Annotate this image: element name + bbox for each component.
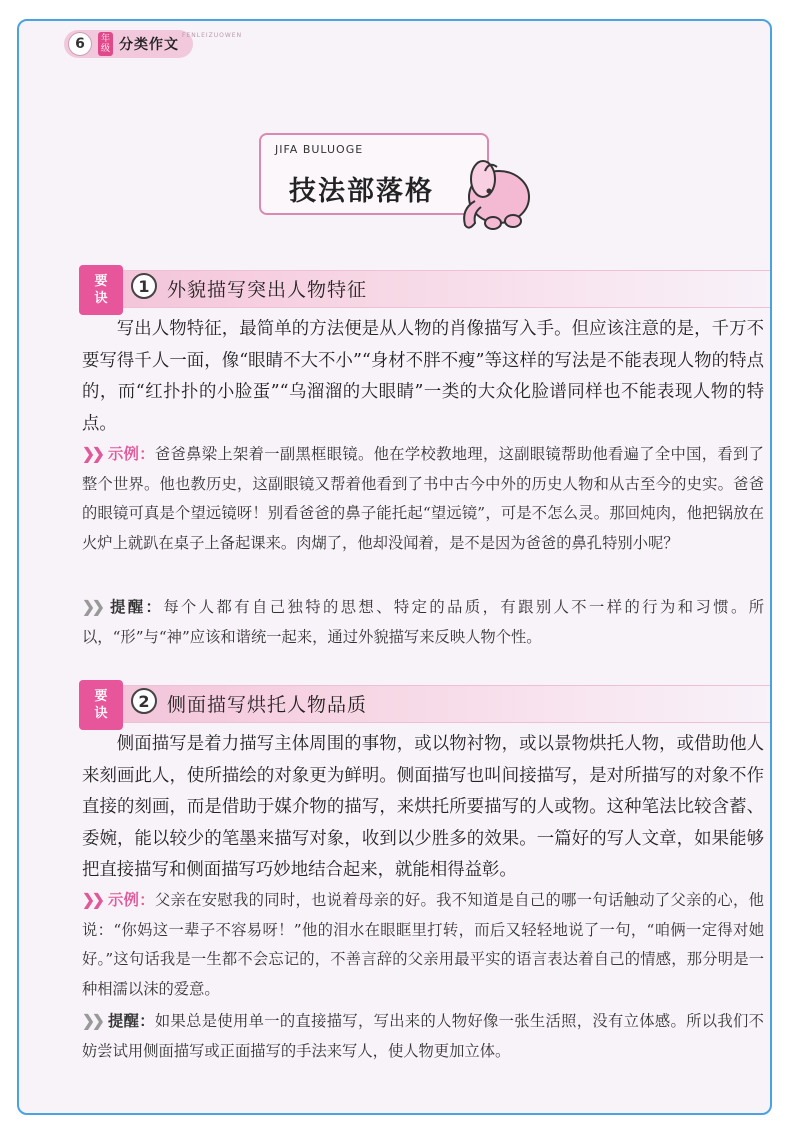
section-1-tag [79,265,123,315]
tag-char: 诀 [94,291,108,306]
tip-label: 提醒： [107,1012,155,1030]
section-2-example [82,886,764,1004]
section-1-example [82,440,764,558]
section-2-title: 侧面描写烘托人物品质 [167,694,368,716]
tag-char: 要 [94,274,108,289]
grade-number: 6 [68,32,92,56]
example-text: 父亲在安慰我的同时，也说着母亲的好。我不知道是自己的哪一句话触动了父亲的心，他说：“你妈这一辈子不容易呀！”他的泪水在眼眶里打转，而后又轻轻地说了一句，“咱俩一定得对她好。”这句话我是一生都不会忘记的，不善言辞的父亲用最平实的语言表达着自己的情感，那分明是一种相濡以沫的爱意。 [82,891,764,998]
example-label: 示例： [107,891,155,909]
arrow-icon: ❯❯ [82,891,102,909]
arrow-icon: ❯❯ [82,1012,102,1030]
page-frame [17,19,772,1115]
example-label: 示例： [107,445,155,463]
tip-label: 提醒： [107,598,164,616]
section-1-number: 1 [131,273,157,299]
grade-label: 年级 [98,32,113,56]
example-text: 爸爸鼻梁上架着一副黑框眼镜。他在学校教地理，这副眼镜帮助他看遍了全中国，看到了整个世界。他也教历史，这副眼镜又帮着他看到了书中古今中外的历史人物和从古至今的史实。爸爸的眼镜可真是个望远镜呀！别看爸爸的鼻子能托起“望远镜”，可是不怎么灵。那回炖肉，他把锅放在火炉上就趴在桌子上备起课来。肉煳了，他却没闻着，是不是因为爸爸的鼻孔特别小呢？ [82,445,764,552]
header-pill [64,30,193,58]
tag-char: 诀 [94,706,108,721]
tag-char: 要 [94,689,108,704]
arrow-icon: ❯❯ [82,445,102,463]
section-2-number: 2 [131,688,157,714]
jifa-title: 技法部落格 [289,176,434,207]
section-1-body: 写出人物特征，最简单的方法便是从人物的肖像描写入手。但应该注意的是，千万不要写得千人一面，像“眼睛不大不小”“身材不胖不瘦”等这样的写法是不能表现人物的特点的，而“红扑扑的小脸蛋”“乌溜溜的大眼睛”一类的大众化脸谱同样也不能表现人物的特点。 [82,319,764,434]
jifa-pinyin: JIFA BULUOGE [275,143,364,156]
section-2-header [79,685,772,723]
arrow-icon: ❯❯ [82,598,102,616]
section-2-tag [79,680,123,730]
header-pinyin: FENLEIZUOWEN [182,32,243,39]
tip-text: 每个人都有自己独特的思想、特定的品质，有跟别人不一样的行为和习惯。所以，“形”与“神”应该和谐统一起来，通过外貌描写来反映人物个性。 [82,598,764,646]
section-1-title: 外貌描写突出人物特征 [167,279,368,301]
section-2-body: 侧面描写是着力描写主体周围的事物，或以物衬物，或以景物烘托人物，或借助他人来刻画此人，使所描绘的对象更为鲜明。侧面描写也叫间接描写，是对所描写的对象不作直接的刻画，而是借助于媒介物的描写，来烘托所要描写的人或物。这种笔法比较含蓄、委婉，能以较少的笔墨来描写对象，收到以少胜多的效果。一篇好的写人文章，如果能够把直接描写和侧面描写巧妙地结合起来，就能相得益彰。 [82,734,764,880]
elephant-mascot-icon [455,149,535,239]
tip-text: 如果总是使用单一的直接描写，写出来的人物好像一张生活照，没有立体感。所以我们不妨尝试用侧面描写或正面描写的手法来写人，使人物更加立体。 [82,1012,764,1060]
page-header [64,30,243,58]
book-title: 分类作文 [119,37,179,53]
section-1-header [79,270,772,308]
section-2-tip [82,1007,764,1066]
section-1-tip [82,593,764,652]
